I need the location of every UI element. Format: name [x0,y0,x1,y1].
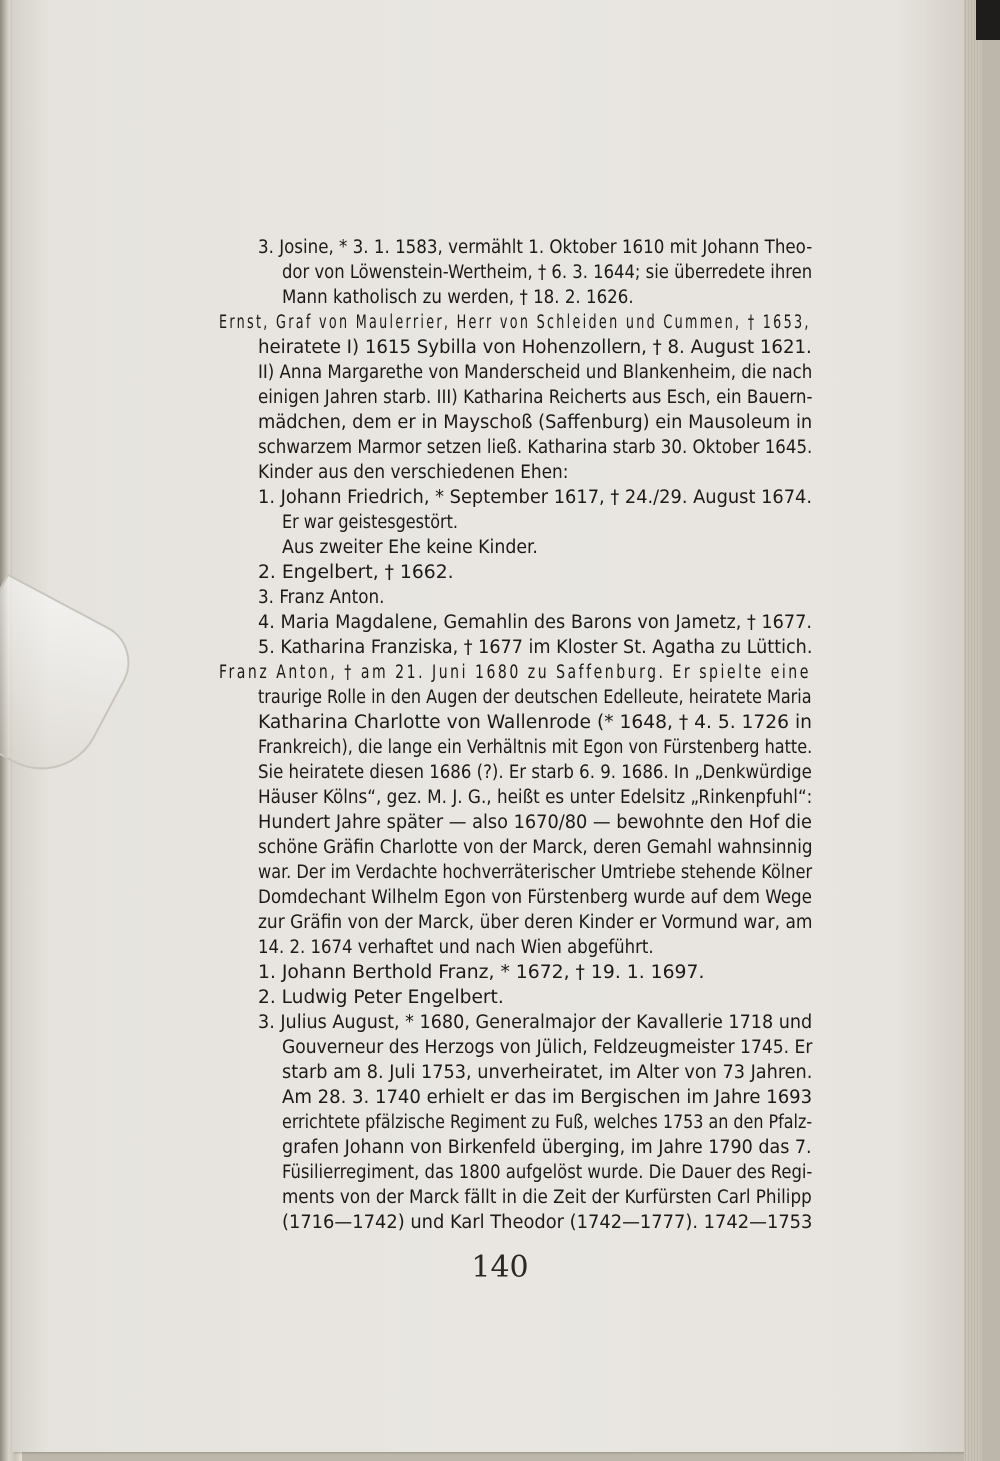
text-line: 3. Josine, * 3. 1. 1583, vermählt 1. Oktober 1610 mit Johann Theo- [258,237,813,258]
text-line: Domdechant Wilhelm Egon von Fürstenberg wurde auf dem Wege [258,887,813,908]
text-line: 3. Julius August, * 1680, Generalmajor der Kavallerie 1718 und [258,1012,813,1033]
text-line: (1716—1742) und Karl Theodor (1742—1777). 1742—1753 [282,1212,813,1233]
text-line: Frankreich), die lange ein Verhältnis mit Egon von Fürstenberg hatte. [258,737,813,758]
text-line: 14. 2. 1674 verhaftet und nach Wien abgeführt. [258,937,654,958]
text-line: Am 28. 3. 1740 erhielt er das im Bergischen im Jahre 1693 [282,1087,813,1108]
text-line: Füsilierregiment, das 1800 aufgelöst wurde. Die Dauer des Regi- [282,1162,813,1183]
text-line: 2. Ludwig Peter Engelbert. [258,987,504,1008]
text-line: 1. Johann Berthold Franz, * 1672, † 19. 1. 1697. [258,962,705,983]
text-line: grafen Johann von Birkenfeld überging, im Jahre 1790 das 7. [282,1137,812,1158]
text-line: schwarzem Marmor setzen ließ. Katharina starb 30. Oktober 1645. [258,437,813,458]
text-line: dor von Löwenstein-Wertheim, † 6. 3. 1644; sie überredete ihren [282,262,813,283]
text-line: zur Gräfin von der Marck, über deren Kinder er Vormund war, am [258,912,813,933]
text-line: Gouverneur des Herzogs von Jülich, Feldzeugmeister 1745. Er [282,1037,813,1058]
text-line: 3. Franz Anton. [258,587,385,608]
page-number: 140 [471,1250,529,1285]
text-line: 5. Katharina Franziska, † 1677 im Kloster St. Agatha zu Lüttich. [258,637,813,658]
text-line: heiratete I) 1615 Sybilla von Hohenzollern, † 8. August 1621. [258,337,812,358]
text-line: Kinder aus den verschiedenen Ehen: [258,462,569,483]
text-line: Sie heiratete diesen 1686 (?). Er starb 6. 9. 1686. In „Denkwürdige [258,762,812,783]
text-line: Hundert Jahre später — also 1670/80 — bewohnte den Hof die [258,812,812,833]
text-line: Ernst, Graf von Maulerrier, Herr von Schleiden und Cummen, † 1653, [219,312,811,333]
text-line: 4. Maria Magdalene, Gemahlin des Barons von Jametz, † 1677. [258,612,812,633]
text-line: Häuser Kölns“, gez. M. J. G., heißt es unter Edelsitz „Rinkenpfuhl“: [258,787,813,808]
text-line: traurige Rolle in den Augen der deutschen Edelleute, heiratete Maria [258,687,812,708]
text-line: 2. Engelbert, † 1662. [258,562,454,583]
text-line: errichtete pfälzische Regiment zu Fuß, welches 1753 an den Pfalz- [282,1112,813,1133]
text-line: Katharina Charlotte von Wallenrode (* 1648, † 4. 5. 1726 in [258,712,813,733]
text-line: Er war geistesgestört. [282,512,458,533]
text-line: starb am 8. Juli 1753, unverheiratet, im Alter von 73 Jahren. [282,1062,813,1083]
text-line: einigen Jahren starb. III) Katharina Reicherts aus Esch, ein Bauern- [258,387,813,408]
text-line: Franz Anton, † am 21. Juni 1680 zu Saffenburg. Er spielte eine [219,662,811,683]
text-line: 1. Johann Friedrich, * September 1617, † 24./29. August 1674. [258,487,813,508]
text-line: II) Anna Margarethe von Manderscheid und Blankenheim, die nach [258,362,813,383]
text-line: schöne Gräfin Charlotte von der Marck, deren Gemahl wahnsinnig [258,837,813,858]
text-line: war. Der im Verdachte hochverräterischer Umtriebe stehende Kölner [258,862,813,883]
text-line: mädchen, dem er in Mayschoß (Saffenburg) ein Mausoleum in [258,412,813,433]
text-line: ments von der Marck fällt in die Zeit der Kurfürsten Carl Philipp [282,1187,812,1208]
text-line: Mann katholisch zu werden, † 18. 2. 1626. [282,287,634,308]
text-line: Aus zweiter Ehe keine Kinder. [282,537,538,558]
